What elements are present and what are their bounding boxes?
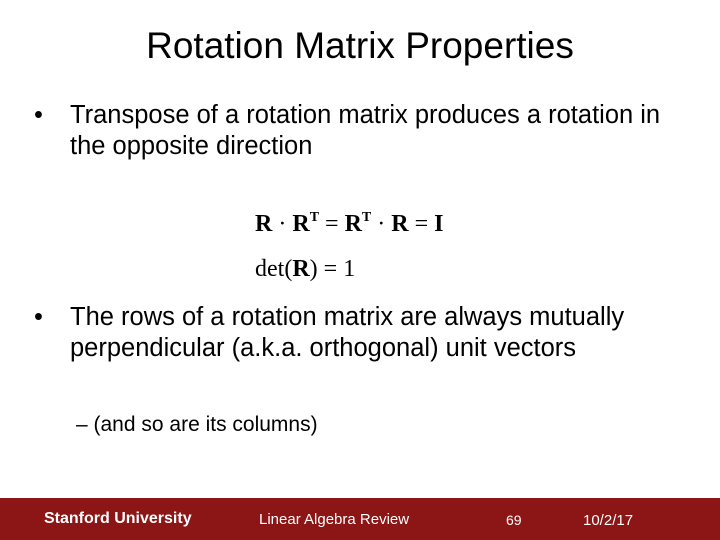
slide-title: Rotation Matrix Properties: [146, 25, 574, 66]
bullet-dot: •: [34, 101, 43, 129]
footer-institution: Stanford University: [44, 510, 192, 527]
sub-bullet-columns: – (and so are its columns): [76, 413, 318, 436]
footer-course-title: Linear Algebra Review: [259, 511, 410, 528]
bullet-dot: •: [34, 303, 43, 331]
equation-determinant: det(R) = 1: [255, 256, 356, 282]
bullet-text: Transpose of a rotation matrix produces a rotation in the opposite direction: [70, 101, 661, 160]
footer-date: 10/2/17: [583, 512, 634, 529]
equation-transpose-identity: $R \cdot R^T = R^T \cdot R = I$: [255, 210, 444, 237]
bullet-text: The rows of a rotation matrix are always mutually perpendicular (a.k.a. orthogonal) unit vectors: [70, 303, 625, 362]
footer-bar: [0, 498, 720, 540]
footer-page-number: 69: [506, 512, 522, 528]
